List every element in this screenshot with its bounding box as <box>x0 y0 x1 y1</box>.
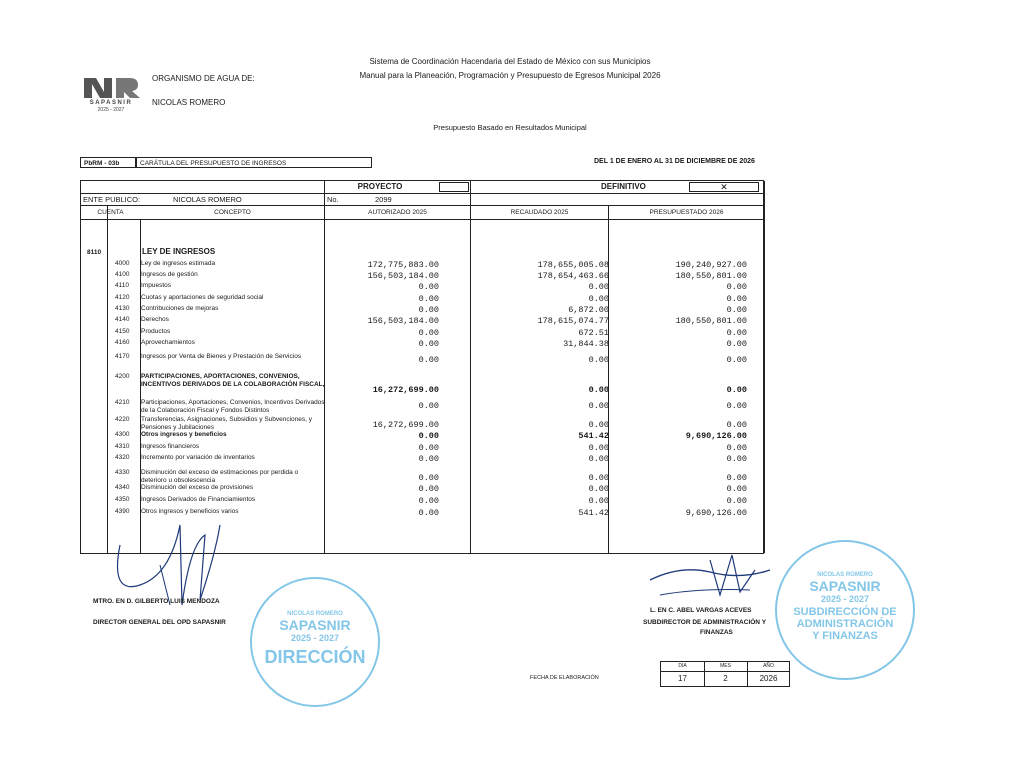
stamp-right-dept-3: Y FINANZAS <box>812 630 878 642</box>
row-code: 4000 <box>115 260 130 267</box>
row-presupuestado: 0.00 <box>726 484 747 494</box>
signature-right <box>640 540 790 610</box>
row-code: 4150 <box>115 328 130 335</box>
row-code: 4170 <box>115 353 130 360</box>
table-row <box>81 339 765 351</box>
proyecto-label: PROYECTO <box>357 182 403 191</box>
row-concept: Otros ingresos y beneficios <box>141 431 227 438</box>
row-code: 4120 <box>115 294 130 301</box>
subtitle: Presupuesto Basado en Resultados Municipal <box>433 123 587 132</box>
ano-label: AÑO <box>763 663 774 669</box>
row-code: 4320 <box>115 454 130 461</box>
row-code: 4200 <box>115 373 130 380</box>
right-signer-title-2: FINANZAS <box>700 629 733 636</box>
no-value: 2099 <box>375 195 392 204</box>
row-presupuestado: 180,550,801.00 <box>675 271 747 281</box>
row-code: 4390 <box>115 508 130 515</box>
row-presupuestado: 9,690,126.00 <box>685 431 747 441</box>
row-concept: Ingresos Derivados de Financiamientos <box>141 496 256 503</box>
ano-value: 2026 <box>759 674 778 683</box>
right-signer-title-1: SUBDIRECTOR DE ADMINISTRACIÓN Y <box>643 619 767 626</box>
row-code: 4140 <box>115 316 130 323</box>
row-recaudado: 178,615,074.77 <box>537 316 609 326</box>
row-concept: Contribuciones de mejoras <box>141 305 219 312</box>
row-autorizado: 156,503,184.00 <box>367 316 439 326</box>
row-autorizado: 0.00 <box>418 305 439 315</box>
row-presupuestado: 180,550,801.00 <box>675 316 747 326</box>
mes-value: 2 <box>723 674 728 683</box>
row-recaudado: 0.00 <box>588 355 609 365</box>
row-autorizado: 172,775,883.00 <box>367 260 439 270</box>
table-row <box>81 484 765 496</box>
row-concept: PARTICIPACIONES, APORTACIONES, CONVENIOS, INCENTIVOS DERIVADOS DE LA COLABORACIÓN FISCAL, <box>141 373 325 388</box>
row-recaudado: 541.42 <box>578 431 609 441</box>
ente-label: ENTE PUBLICO: <box>83 195 141 204</box>
proyecto-checkbox <box>439 182 469 192</box>
row-autorizado: 0.00 <box>418 355 439 365</box>
row-recaudado: 0.00 <box>588 282 609 292</box>
row-autorizado: 0.00 <box>418 431 439 441</box>
row-recaudado: 0.00 <box>588 401 609 411</box>
period: DEL 1 DE ENERO AL 31 DE DICIEMBRE DE 2026 <box>594 158 755 165</box>
fecha-box <box>660 661 790 687</box>
org-label: ORGANISMO DE AGUA DE: <box>152 74 255 83</box>
system-title: Sistema de Coordinación Hacendaria del Estado de México con sus Municipios <box>369 57 651 66</box>
row-presupuestado: 0.00 <box>726 454 747 464</box>
row-concept: Cuotas y aportaciones de seguridad social <box>141 294 264 301</box>
row-concept: Productos <box>141 328 171 335</box>
row-presupuestado: 0.00 <box>726 420 747 430</box>
row-autorizado: 0.00 <box>418 496 439 506</box>
stamp-left-brand: SAPASNIR <box>279 617 351 633</box>
definitivo-label: DEFINITIVO <box>601 182 646 191</box>
ente-value: NICOLAS ROMERO <box>173 195 242 204</box>
row-presupuestado: 0.00 <box>726 473 747 483</box>
table-row <box>81 353 765 365</box>
row-recaudado: 6,872.00 <box>568 305 609 315</box>
stamp-left-years: 2025 - 2027 <box>290 633 340 643</box>
stamp-right-top: NICOLAS ROMERO <box>817 572 873 578</box>
row-presupuestado: 0.00 <box>726 294 747 304</box>
no-label: No. <box>327 195 339 204</box>
row-concept: Incremento por variación de inventarios <box>141 454 255 461</box>
row-presupuestado: 9,690,126.00 <box>685 508 747 518</box>
row-presupuestado: 0.00 <box>726 305 747 315</box>
row-autorizado: 16,272,699.00 <box>372 420 439 430</box>
row-code: 4340 <box>115 484 130 491</box>
row-autorizado: 0.00 <box>418 282 439 292</box>
stamp-right-brand: SAPASNIR <box>809 578 881 594</box>
subdireccion-stamp <box>775 540 915 680</box>
table-row <box>81 454 765 466</box>
table-row <box>81 399 765 414</box>
row-code: 4310 <box>115 443 130 450</box>
mes-label: MES <box>720 663 731 669</box>
row-autorizado: 16,272,699.00 <box>372 385 439 395</box>
row-presupuestado: 0.00 <box>726 282 747 292</box>
row-presupuestado: 0.00 <box>726 355 747 365</box>
form-code: PbRM - 03b <box>80 157 136 168</box>
row-concept: Participaciones, Aportaciones, Convenios, Incentivos Derivados de la Colaboración Fiscal y Fondos Distintos <box>141 399 325 414</box>
row-code: 4210 <box>115 399 130 406</box>
row-autorizado: 0.00 <box>418 339 439 349</box>
right-signer-name: L. EN C. ABEL VARGAS ACEVES <box>650 607 752 614</box>
table-row <box>81 373 765 395</box>
row-code: 4160 <box>115 339 130 346</box>
col-cuenta: CUENTA <box>97 209 124 216</box>
row-recaudado: 178,654,463.66 <box>537 271 609 281</box>
table-row <box>81 282 765 294</box>
row-autorizado: 156,503,184.00 <box>367 271 439 281</box>
col-autorizado: AUTORIZADO 2025 <box>368 209 427 216</box>
row-recaudado: 0.00 <box>588 443 609 453</box>
row-code: 4130 <box>115 305 130 312</box>
row-recaudado: 0.00 <box>588 294 609 304</box>
fecha-label: FECHA DE ELABORACIÓN <box>530 675 599 681</box>
definitivo-mark: ✕ <box>689 182 759 192</box>
row-concept: Transferencias, Asignaciones, Subsidios y Subvenciones, y Pensiones y Jubilaciones <box>141 416 313 431</box>
row-code: 4220 <box>115 416 130 423</box>
manual-title: Manual para la Planeación, Programación y Presupuesto de Egresos Municipal 2026 <box>359 71 661 80</box>
logo-years: 2025 - 2027 <box>97 107 125 113</box>
stamp-right-dept-2: ADMINISTRACIÓN <box>796 618 894 630</box>
row-presupuestado: 0.00 <box>726 443 747 453</box>
row-autorizado: 0.00 <box>418 473 439 483</box>
row-recaudado: 31,844.38 <box>563 339 609 349</box>
col-concepto: CONCEPTO <box>214 209 251 216</box>
row-concept: Impuestos <box>141 282 171 289</box>
row-autorizado: 0.00 <box>418 484 439 494</box>
stamp-left-dept: DIRECCIÓN <box>264 647 366 667</box>
logo-text: SAPASNIR <box>89 100 133 106</box>
row-presupuestado: 190,240,927.00 <box>675 260 747 270</box>
row-code: 4350 <box>115 496 130 503</box>
row-autorizado: 0.00 <box>418 443 439 453</box>
left-signer-title: DIRECTOR GENERAL DEL OPD SAPASNIR <box>93 619 226 626</box>
row-recaudado: 541.42 <box>578 508 609 518</box>
row-concept: Ingresos financieros <box>141 443 200 450</box>
row-presupuestado: 0.00 <box>726 339 747 349</box>
row-presupuestado: 0.00 <box>726 496 747 506</box>
stamp-left-top: NICOLAS ROMERO <box>287 611 343 617</box>
col-presupuestado: PRESUPUESTADO 2026 <box>649 209 724 216</box>
org-name: NICOLAS ROMERO <box>152 98 226 107</box>
sapasnir-logo <box>78 74 144 116</box>
row-concept: Derechos <box>141 316 169 323</box>
row-concept: Disminución del exceso de provisiones <box>141 484 254 491</box>
left-signer-name: MTRO. EN D. GILBERTO LUIS MENDOZA <box>93 598 220 605</box>
row-autorizado: 0.00 <box>418 401 439 411</box>
dia-value: 17 <box>678 674 687 683</box>
row-recaudado: 0.00 <box>588 454 609 464</box>
row-concept: Ley de ingresos estimada <box>141 260 216 267</box>
row-concept: Otros ingresos y beneficios varios <box>141 508 239 515</box>
direccion-stamp <box>250 577 380 707</box>
row-concept: Ingresos de gestión <box>141 271 198 278</box>
row-autorizado: 0.00 <box>418 508 439 518</box>
row-code: 4330 <box>115 469 130 476</box>
row-autorizado: 0.00 <box>418 328 439 338</box>
table-row <box>81 316 765 328</box>
row-recaudado: 0.00 <box>588 473 609 483</box>
col-recaudado: RECAUDADO 2025 <box>510 209 569 216</box>
row-recaudado: 672.51 <box>578 328 609 338</box>
section-title: LEY DE INGRESOS <box>142 247 216 256</box>
row-recaudado: 0.00 <box>588 385 609 395</box>
row-code: 4300 <box>115 431 130 438</box>
row-presupuestado: 0.00 <box>726 328 747 338</box>
row-presupuestado: 0.00 <box>726 401 747 411</box>
stamp-right-years: 2025 - 2027 <box>820 594 870 604</box>
ingresos-table <box>80 180 764 554</box>
dia-label: DIA <box>678 663 687 669</box>
row-concept: Aprovechamientos <box>141 339 195 346</box>
row-presupuestado: 0.00 <box>726 385 747 395</box>
stamp-right-dept-1: SUBDIRECCIÓN DE <box>793 606 897 618</box>
row-autorizado: 0.00 <box>418 454 439 464</box>
row-code: 4110 <box>115 282 129 289</box>
section-account: 8110 <box>87 249 102 256</box>
table-row <box>81 431 765 443</box>
table-row <box>81 469 765 484</box>
table-row <box>81 416 765 431</box>
row-recaudado: 0.00 <box>588 496 609 506</box>
row-recaudado: 0.00 <box>588 484 609 494</box>
row-recaudado: 178,655,005.08 <box>537 260 609 270</box>
form-title: CARÁTULA DEL PRESUPUESTO DE INGRESOS <box>136 157 372 168</box>
row-concept: Disminución del exceso de estimaciones por perdida o deterioro u obsolescencia <box>141 469 299 484</box>
row-code: 4100 <box>115 271 130 278</box>
row-concept: Ingresos por Venta de Bienes y Prestación de Servicios <box>141 353 302 360</box>
row-autorizado: 0.00 <box>418 294 439 304</box>
row-recaudado: 0.00 <box>588 420 609 430</box>
